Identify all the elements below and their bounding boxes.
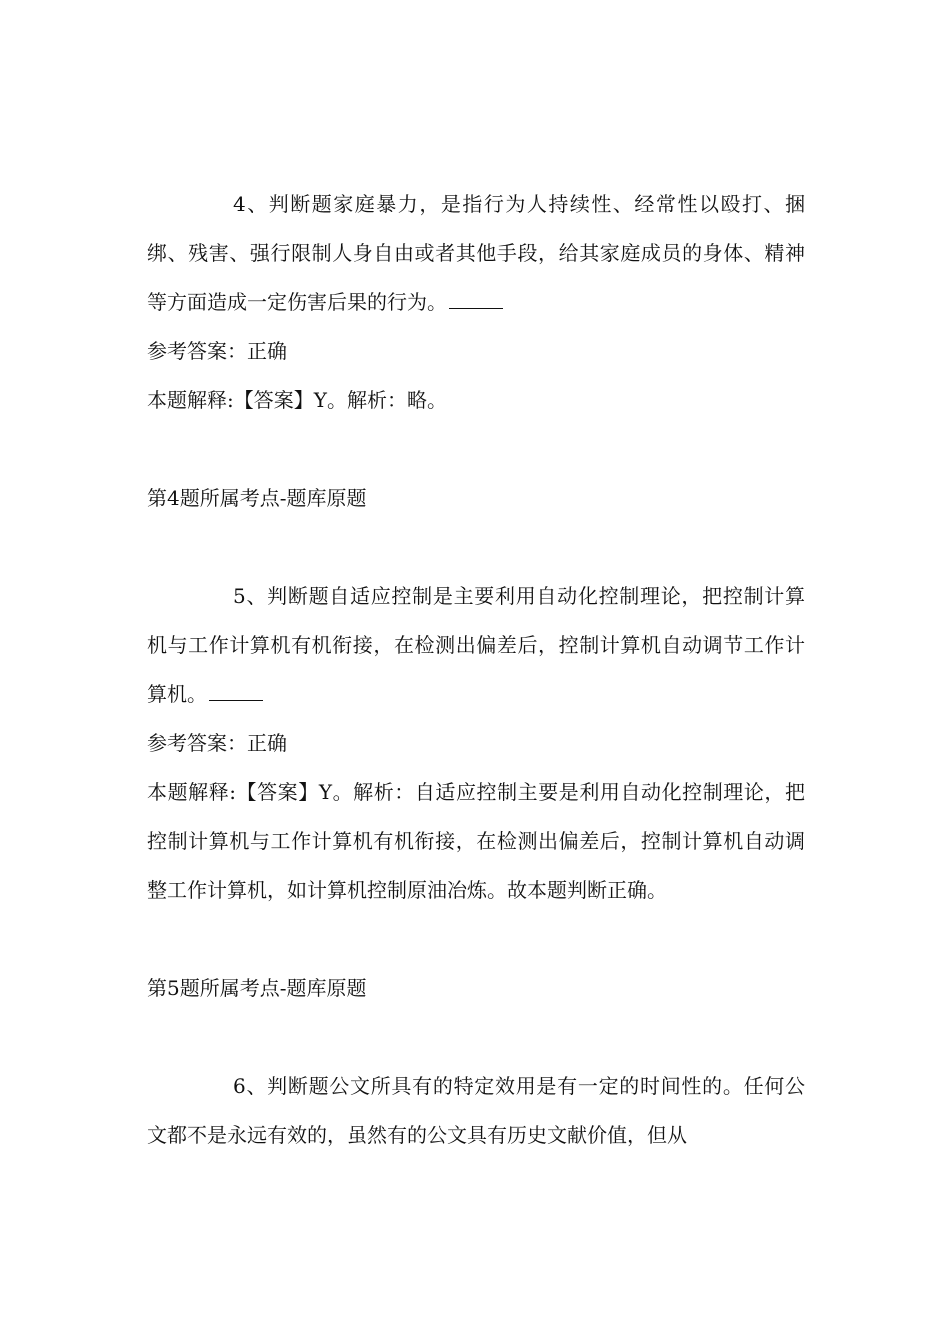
- question-4-explanation: 本题解释:【答案】Y。解析：略。: [147, 388, 447, 412]
- question-6: 6、判断题公文所具有的特定效用是有一定的时间性的。任何公文都不是永远有效的，虽然有的公文具有历史文献价值，但从: [147, 1074, 805, 1147]
- document-content: [147, 180, 805, 1160]
- question-5-answer: 参考答案：正确: [147, 731, 287, 755]
- question-5-point: 第5题所属考点-题库原题: [147, 976, 367, 1000]
- question-4: [147, 180, 805, 327]
- spacer: [147, 425, 805, 474]
- question-5-explanation: 本题解释:【答案】Y。解析：自适应控制主要是利用自动化控制理论，把控制计算机与工作计算机有机衔接，在检测出偏差后，控制计算机自动调整工作计算机，如计算机控制原油冶炼。故本题判断正确。: [147, 780, 805, 902]
- question-5-text: 5、判断题自适应控制是主要利用自动化控制理论，把控制计算机与工作计算机有机衔接，在检测出偏差后，控制计算机自动调节工作计算机。: [147, 584, 805, 706]
- answer-blank: [209, 699, 263, 701]
- answer-blank: [449, 307, 503, 309]
- question-4-text: 4、判断题家庭暴力，是指行为人持续性、经常性以殴打、捆绑、残害、强行限制人身自由或者其他手段，给其家庭成员的身体、精神等方面造成一定伤害后果的行为。: [147, 192, 805, 314]
- spacer: [147, 1013, 805, 1062]
- spacer: [147, 523, 805, 572]
- question-5: [147, 572, 805, 719]
- spacer: [147, 915, 805, 964]
- question-4-point: 第4题所属考点-题库原题: [147, 486, 367, 510]
- question-4-answer: 参考答案：正确: [147, 339, 287, 363]
